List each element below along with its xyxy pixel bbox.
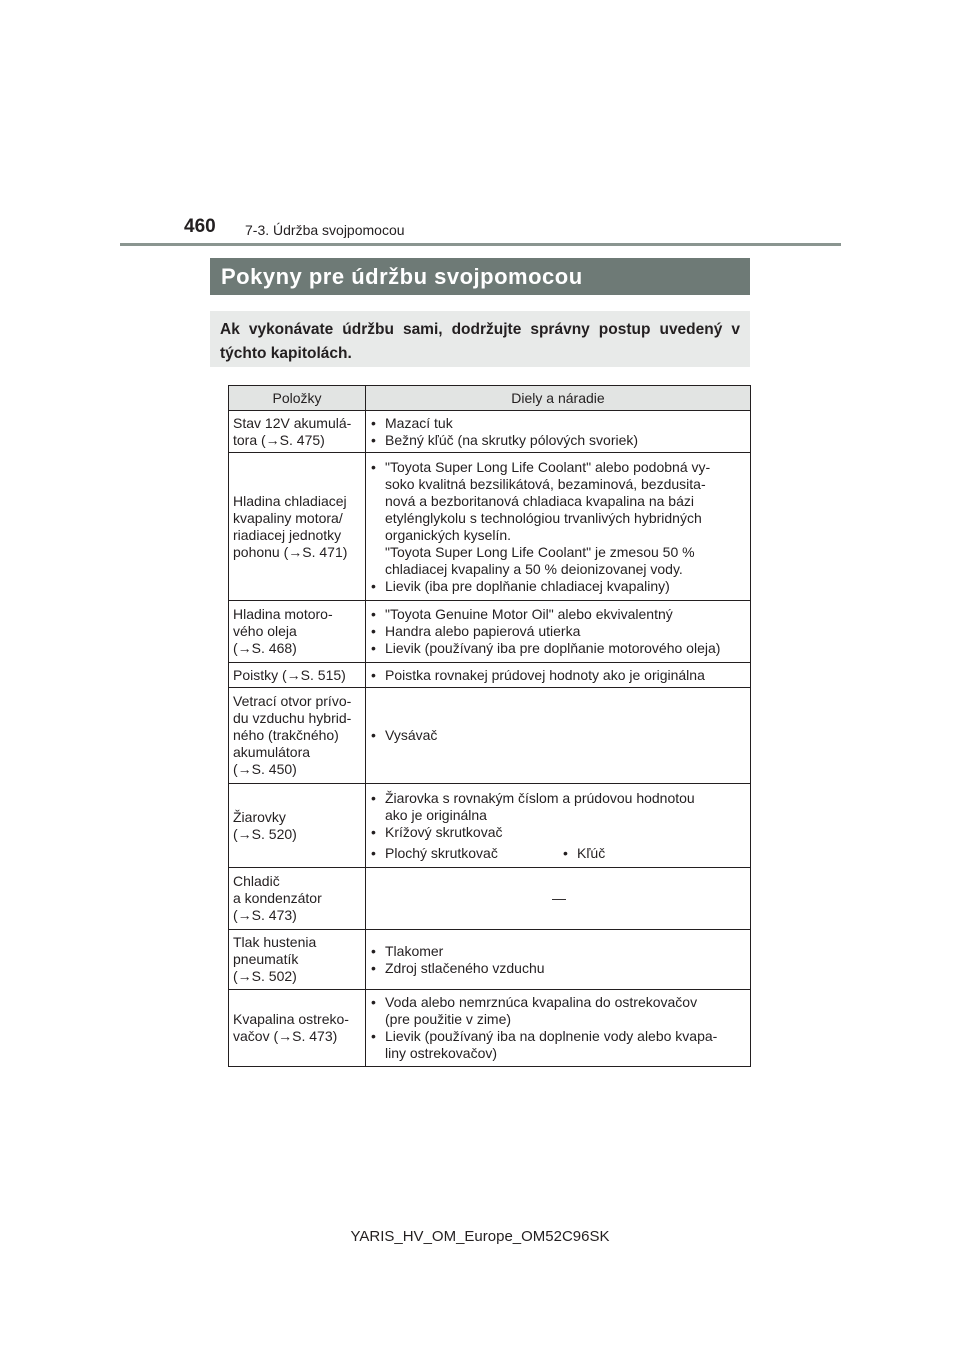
item-text-line: (→S. 502) bbox=[233, 968, 297, 984]
list-item: • Kľúč bbox=[563, 845, 605, 862]
list-item-line: • Krížový skrutkovač bbox=[385, 823, 503, 840]
list-item-line: • Žiarovka s rovnakým číslom a prúdovou hodnotou bbox=[385, 789, 695, 806]
list-item bbox=[371, 960, 747, 977]
table-row bbox=[229, 601, 751, 663]
item-cell bbox=[229, 868, 366, 930]
item-text-line: kvapaliny motora/ bbox=[233, 509, 343, 526]
list-item-line: • Lievik (iba pre doplňanie chladiacej kvapaliny) bbox=[385, 577, 670, 594]
list-item bbox=[371, 578, 747, 595]
list-item-line: "Toyota Super Long Life Coolant" je zmesou 50 % bbox=[385, 543, 695, 560]
list-item bbox=[371, 623, 747, 640]
parts-list bbox=[371, 667, 747, 684]
item-text-line: Hladina motoro- bbox=[233, 606, 333, 622]
page-number: 460 bbox=[184, 216, 216, 237]
parts-list bbox=[371, 606, 747, 657]
table-row bbox=[229, 453, 751, 601]
item-text-line: Vetrací otvor prívo- bbox=[233, 693, 352, 709]
list-item-line: liny ostrekovačov) bbox=[385, 1045, 498, 1061]
list-item-line: • Handra alebo papierová utierka bbox=[385, 623, 581, 639]
item-text-line: Chladič bbox=[233, 873, 280, 889]
list-item bbox=[371, 640, 747, 657]
item-text-line: pneumatík bbox=[233, 951, 299, 967]
list-item bbox=[371, 415, 747, 432]
list-item-line: • Mazací tuk bbox=[385, 414, 453, 431]
table-row bbox=[229, 990, 751, 1067]
section-intro: Ak vykonávate údržbu sami, dodržujte správny postup uvedený v týchto kapitolách. bbox=[210, 311, 750, 367]
list-item-line: nová a bezboritanová chladiaca kvapalina na bázi bbox=[385, 492, 694, 509]
list-item: • Plochý skrutkovač bbox=[371, 845, 563, 862]
list-item bbox=[371, 432, 747, 449]
section-title: Pokyny pre údržbu svojpomocou bbox=[210, 258, 750, 295]
table-row bbox=[229, 411, 751, 453]
list-item bbox=[371, 1028, 747, 1062]
parts-cell bbox=[366, 663, 751, 688]
list-item-line: organických kyselín. bbox=[385, 526, 512, 543]
table-row bbox=[229, 663, 751, 688]
item-text-line: vého oleja bbox=[233, 623, 297, 639]
parts-cell bbox=[366, 990, 751, 1067]
item-text-line: akumulátora bbox=[233, 744, 311, 760]
list-item-line: • Vysávač bbox=[385, 727, 438, 743]
item-cell bbox=[229, 453, 366, 601]
parts-cell bbox=[366, 601, 751, 663]
list-item-line: • "Toyota Genuine Motor Oil" alebo ekvivalentný bbox=[385, 606, 673, 622]
list-item bbox=[371, 727, 747, 744]
list-item bbox=[371, 824, 747, 841]
parts-cell bbox=[366, 453, 751, 601]
list-item-line: • Poistka rovnakej prúdovej hodnoty ako je originálna bbox=[385, 666, 705, 683]
item-text-line: Hladina chladiacej bbox=[233, 492, 347, 509]
item-text-line: (→S. 520) bbox=[233, 825, 297, 842]
list-item-line: • Voda alebo nemrznúca kvapalina do ostrekovačov bbox=[385, 994, 698, 1010]
column-header-parts: Diely a náradie bbox=[366, 386, 751, 411]
parts-cell bbox=[366, 411, 751, 453]
list-item-line: • Tlakomer bbox=[385, 942, 444, 959]
parts-list bbox=[371, 415, 747, 449]
item-cell bbox=[229, 930, 366, 990]
chapter-heading: 7-3. Údržba svojpomocou bbox=[245, 222, 405, 238]
table-body bbox=[229, 411, 751, 1067]
item-text-line: (→S. 473) bbox=[233, 907, 297, 923]
item-cell bbox=[229, 411, 366, 453]
item-cell bbox=[229, 663, 366, 688]
table-row bbox=[229, 784, 751, 868]
parts-cell bbox=[366, 784, 751, 868]
parts-columns bbox=[371, 845, 747, 862]
list-item bbox=[371, 994, 747, 1028]
item-text-line: Poistky (→S. 515) bbox=[233, 666, 346, 683]
list-item-line: • Zdroj stlačeného vzduchu bbox=[385, 959, 545, 976]
item-text-line: vačov (→S. 473) bbox=[233, 1028, 338, 1044]
item-text-line: tora (→S. 475) bbox=[233, 431, 325, 448]
item-text-line: a kondenzátor bbox=[233, 890, 322, 906]
list-item-line: chladiacej kvapaliny a 50 % deionizovanej vody. bbox=[385, 560, 683, 577]
parts-list bbox=[371, 790, 747, 841]
parts-cell bbox=[366, 868, 751, 930]
item-text-line: riadiacej jednotky bbox=[233, 526, 342, 543]
list-item bbox=[371, 667, 747, 684]
parts-list bbox=[371, 727, 747, 744]
item-text-line: ného (trakčného) bbox=[233, 727, 339, 743]
list-item bbox=[371, 606, 747, 623]
list-item bbox=[371, 790, 747, 824]
list-item-line: • Bežný kľúč (na skrutky pólových svoriek) bbox=[385, 431, 639, 448]
item-text-line: Žiarovky bbox=[233, 808, 286, 825]
table-row bbox=[229, 688, 751, 784]
table-header-row bbox=[229, 386, 751, 411]
maintenance-table bbox=[228, 385, 751, 1067]
table-row bbox=[229, 930, 751, 990]
list-item bbox=[371, 943, 747, 960]
list-item-line: • Lievik (používaný iba na doplnenie vody alebo kvapa- bbox=[385, 1028, 718, 1044]
no-parts-dash: — bbox=[552, 890, 566, 906]
parts-cell bbox=[366, 688, 751, 784]
list-item-line: (pre použitie v zime) bbox=[385, 1011, 512, 1027]
item-text-line: (→S. 450) bbox=[233, 761, 297, 777]
list-item-line: ako je originálna bbox=[385, 806, 487, 823]
item-text-line: pohonu (→S. 471) bbox=[233, 543, 348, 560]
parts-list bbox=[371, 994, 747, 1062]
item-text-line: du vzduchu hybrid- bbox=[233, 710, 352, 726]
item-cell bbox=[229, 688, 366, 784]
column-header-items: Položky bbox=[229, 386, 366, 411]
list-item bbox=[371, 459, 747, 578]
item-text-line: Tlak hustenia bbox=[233, 934, 317, 950]
document-code: YARIS_HV_OM_Europe_OM52C96SK bbox=[350, 1228, 610, 1245]
table-row bbox=[229, 868, 751, 930]
header-divider bbox=[120, 243, 841, 246]
item-cell bbox=[229, 784, 366, 868]
item-cell bbox=[229, 601, 366, 663]
list-item-line: etylénglykolu s technológiou trvanlivých hybridných bbox=[385, 509, 702, 526]
parts-list bbox=[371, 459, 747, 595]
list-item-line: • "Toyota Super Long Life Coolant" alebo podobná vy- bbox=[385, 458, 711, 475]
list-item-line: • Lievik (používaný iba pre doplňanie motorového oleja) bbox=[385, 640, 721, 656]
parts-cell bbox=[366, 930, 751, 990]
list-item-line: soko kvalitná bezsilikátová, bezaminová, bezdusita- bbox=[385, 475, 706, 492]
item-text-line: (→S. 468) bbox=[233, 640, 297, 656]
item-text-line: Kvapalina ostreko- bbox=[233, 1011, 349, 1027]
item-text-line: Stav 12V akumulá- bbox=[233, 414, 352, 431]
parts-list bbox=[371, 943, 747, 977]
item-cell bbox=[229, 990, 366, 1067]
